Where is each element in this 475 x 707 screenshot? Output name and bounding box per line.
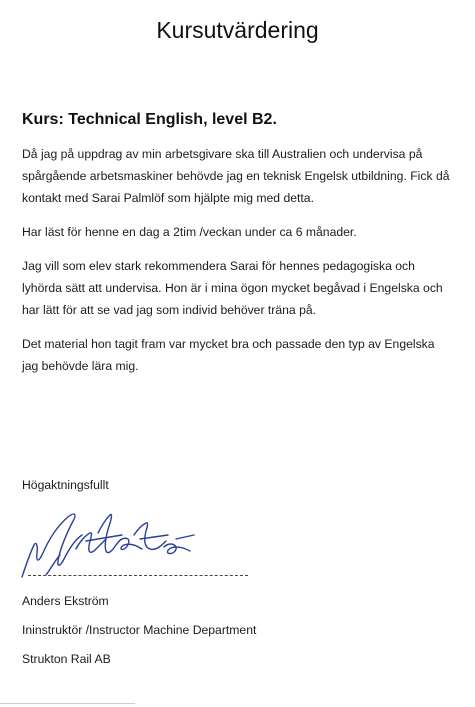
closing-salutation: Högaktningsfullt: [22, 478, 109, 492]
course-heading: Kurs: Technical English, level B2.: [22, 111, 277, 128]
paragraph-4: Det material hon tagit fram var mycket bra och passade den typ av Engelska jag behövde lära mig.: [22, 337, 435, 373]
signer-company: Strukton Rail AB: [22, 652, 111, 666]
signer-name: Anders Ekström: [22, 594, 109, 608]
document-title: Kursutvärdering: [156, 17, 319, 43]
signer-role: Ininstruktör /Instructor Machine Department: [22, 623, 257, 637]
page-edge-line: [0, 703, 135, 704]
letter-body: [22, 143, 452, 389]
handwritten-signature: [16, 505, 256, 585]
signature-line: [28, 575, 248, 576]
paragraph-2: Har läst för henne en dag a 2tim /veckan under ca 6 månader.: [22, 225, 357, 239]
signer-block: [22, 593, 256, 680]
paragraph-1: Då jag på uppdrag av min arbetsgivare ska till Australien och undervisa på spårgående arbetsmaskiner behövde jag en teknisk Engelsk utbildning. Fick då kontakt med Sarai Palmlöf som hjälpte mig med detta.: [22, 147, 450, 205]
paragraph-3: Jag vill som elev stark rekommendera Sarai för hennes pedagogiska och lyhörda sätt att undervisa. Hon är i mina ögon mycket begåvad i Engelska och har lätt för att se vad jag som individ behöver träna på.: [22, 259, 443, 317]
